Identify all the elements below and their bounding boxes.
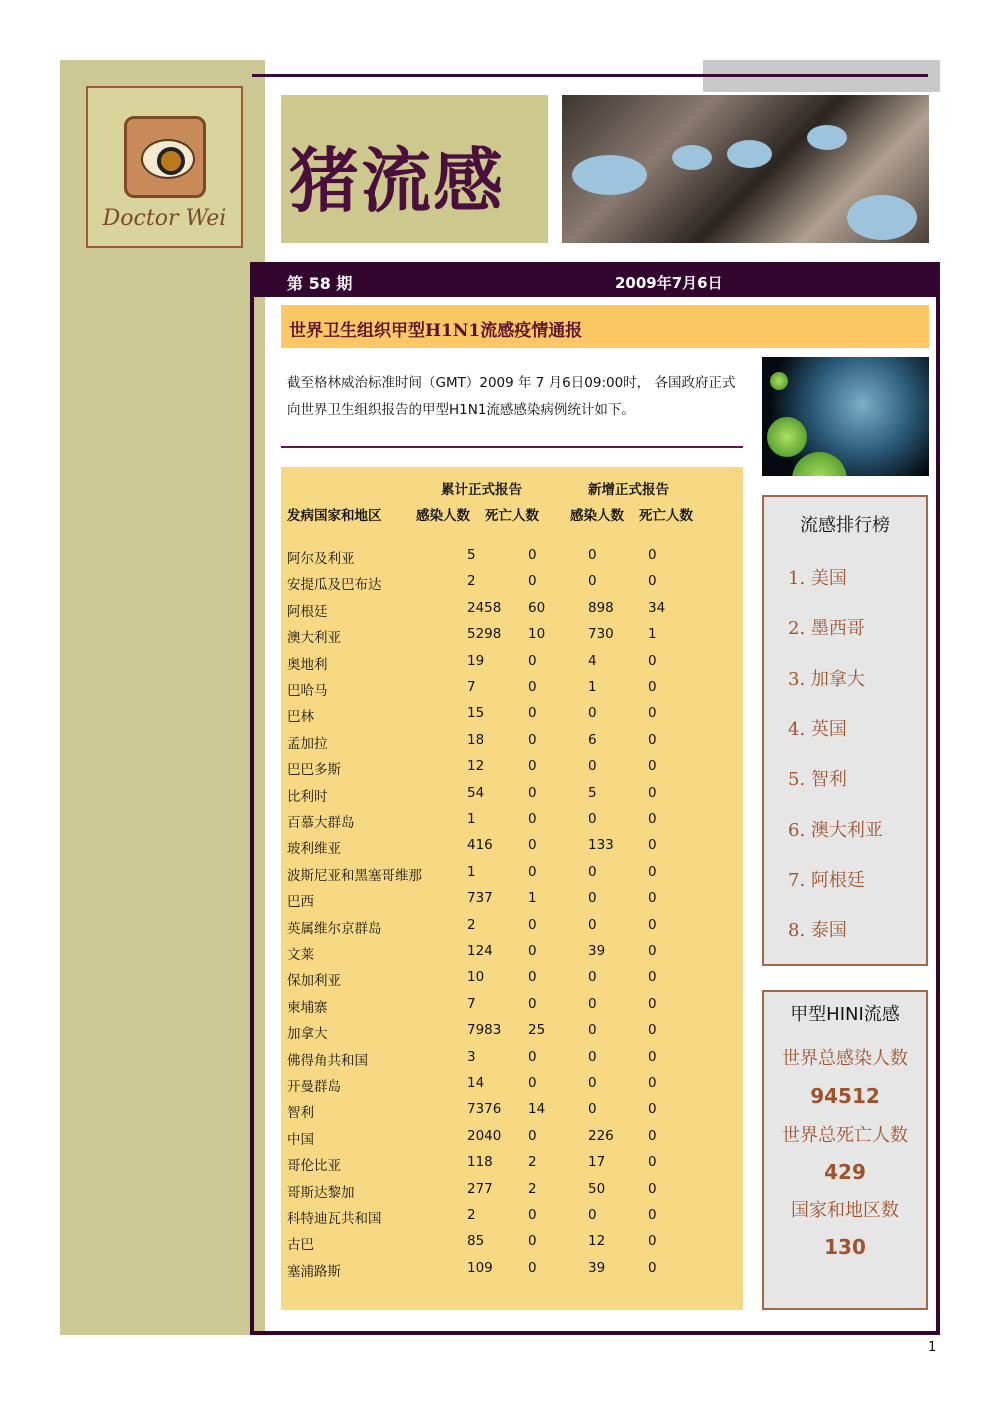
table-cell: 109 <box>467 1259 493 1276</box>
table-cell: 0 <box>528 573 537 590</box>
country-name: 巴西 <box>287 894 314 911</box>
country-name: 中国 <box>287 1131 314 1148</box>
table-cell: 0 <box>588 1022 597 1039</box>
table-cell: 85 <box>467 1233 485 1250</box>
table-cell: 0 <box>648 1207 657 1223</box>
issue-number: 第 58 期 <box>287 274 353 293</box>
table-cell: 0 <box>588 916 597 933</box>
country-name: 巴哈马 <box>287 683 328 699</box>
column-header: 感染人数 <box>570 508 624 524</box>
article-heading: 世界卫生组织甲型H1N1流感疫情通报 <box>289 321 583 341</box>
table-cell: 0 <box>528 652 537 669</box>
table-cell: 6 <box>588 731 597 748</box>
table-cell: 34 <box>648 599 666 616</box>
table-cell: 3 <box>467 1048 476 1065</box>
country-name: 阿根廷 <box>287 603 328 620</box>
country-name: 英属维尔京群岛 <box>287 920 382 937</box>
table-cell: 14 <box>467 1075 485 1091</box>
table-cell: 0 <box>648 1101 657 1118</box>
table-cell: 5 <box>467 547 476 563</box>
table-cell: 39 <box>588 1259 606 1276</box>
country-name: 百慕大群岛 <box>287 815 355 831</box>
table-cell: 1 <box>588 679 597 695</box>
table-cell: 0 <box>648 943 657 959</box>
table-cell: 0 <box>648 1048 657 1065</box>
table-cell: 0 <box>648 1259 657 1276</box>
ranking-title: 流感排行榜 <box>800 515 890 536</box>
table-cell: 0 <box>528 705 537 722</box>
doctor-wei-logo <box>86 86 243 248</box>
top-rule <box>252 74 928 77</box>
table-cell: 0 <box>528 916 537 933</box>
country-name: 阿尔及利亚 <box>287 551 355 567</box>
ranking-box <box>762 495 928 966</box>
country-name: 塞浦路斯 <box>287 1263 341 1280</box>
ranking-item: 8. 泰国 <box>788 920 847 942</box>
table-cell: 0 <box>528 995 537 1012</box>
page-number: 1 <box>928 1340 937 1355</box>
table-cell: 0 <box>528 863 537 880</box>
deaths-value: 429 <box>824 1160 866 1184</box>
table-cell: 1 <box>528 890 537 907</box>
table-cell: 0 <box>648 731 657 748</box>
country-name: 科特迪瓦共和国 <box>287 1211 382 1227</box>
table-cell: 0 <box>648 1075 657 1091</box>
country-name: 开曼群岛 <box>287 1079 341 1095</box>
table-cell: 0 <box>588 547 597 563</box>
table-cell: 10 <box>528 626 546 643</box>
table-cell: 54 <box>467 784 485 801</box>
ranking-item: 1. 美国 <box>788 568 847 589</box>
country-name: 比利时 <box>287 788 328 805</box>
table-cell: 39 <box>588 943 606 959</box>
left-sidebar <box>60 60 265 1335</box>
table-cell: 0 <box>588 811 597 827</box>
country-name: 安提瓜及巴布达 <box>287 577 382 594</box>
table-cell: 18 <box>467 731 485 748</box>
table-cell: 60 <box>528 599 546 616</box>
table-cell: 0 <box>528 547 537 563</box>
table-cell: 0 <box>648 705 657 722</box>
table-cell: 0 <box>648 573 657 590</box>
country-name: 澳大利亚 <box>287 630 341 647</box>
ranking-item: 3. 加拿大 <box>788 668 865 690</box>
table-cell: 15 <box>467 705 485 722</box>
table-cell: 0 <box>648 1180 657 1197</box>
table-cell: 0 <box>648 784 657 801</box>
table-cell: 898 <box>588 599 614 616</box>
table-cell: 0 <box>528 758 537 775</box>
country-name: 玻利维亚 <box>287 841 341 858</box>
table-cell: 2 <box>467 916 476 933</box>
ranking-item: 5. 智利 <box>788 769 847 791</box>
table-cell: 0 <box>648 837 657 854</box>
crowd-masks-photo <box>562 95 929 243</box>
table-cell: 1 <box>467 863 476 880</box>
table-cell: 0 <box>588 890 597 907</box>
table-cell: 0 <box>528 1233 537 1250</box>
table-cell: 0 <box>528 731 537 748</box>
divider <box>281 446 743 448</box>
deaths-label: 世界总死亡人数 <box>782 1125 908 1146</box>
table-cell: 124 <box>467 943 493 959</box>
page-title: 猪流感 <box>289 140 505 222</box>
table-cell: 0 <box>528 1048 537 1065</box>
table-cell: 4 <box>588 652 597 669</box>
table-cell: 0 <box>648 995 657 1012</box>
table-cell: 0 <box>528 837 537 854</box>
column-header: 发病国家和地区 <box>287 508 382 524</box>
table-cell: 1 <box>467 811 476 827</box>
table-cell: 0 <box>648 1233 657 1250</box>
issue-bar <box>250 262 940 297</box>
table-cell: 2458 <box>467 599 502 616</box>
column-header: 感染人数 <box>416 508 470 524</box>
table-cell: 14 <box>528 1101 546 1118</box>
table-cell: 0 <box>528 1127 537 1144</box>
table-cell: 2 <box>467 1207 476 1223</box>
article-heading-band <box>281 305 929 348</box>
table-cell: 416 <box>467 837 493 854</box>
table-cell: 730 <box>588 626 614 643</box>
country-name: 佛得角共和国 <box>287 1052 368 1069</box>
stats-title: 甲型HINI流感 <box>790 1004 900 1025</box>
table-cell: 0 <box>648 811 657 827</box>
country-name: 哥伦比亚 <box>287 1158 341 1175</box>
table-cell: 0 <box>588 1207 597 1223</box>
countries-value: 130 <box>824 1235 866 1259</box>
eye-icon <box>124 116 206 198</box>
table-cell: 0 <box>588 1048 597 1065</box>
country-name: 哥斯达黎加 <box>287 1184 355 1201</box>
table-cell: 0 <box>648 890 657 907</box>
table-cell: 5298 <box>467 626 502 643</box>
column-header: 死亡人数 <box>639 508 693 524</box>
table-cell: 0 <box>648 1022 657 1039</box>
country-name: 加拿大 <box>287 1026 328 1043</box>
table-cell: 0 <box>528 943 537 959</box>
table-cell: 7 <box>467 679 476 695</box>
table-cell: 10 <box>467 969 485 986</box>
infected-label: 世界总感染人数 <box>782 1048 908 1069</box>
table-cell: 0 <box>588 758 597 775</box>
infected-value: 94512 <box>810 1084 880 1108</box>
ranking-item: 4. 英国 <box>788 718 847 740</box>
ranking-item: 2. 墨西哥 <box>788 618 865 640</box>
table-cell: 7376 <box>467 1101 502 1118</box>
table-cell: 0 <box>588 705 597 722</box>
table-cell: 0 <box>648 547 657 563</box>
country-name: 巴巴多斯 <box>287 762 341 779</box>
table-cell: 0 <box>528 811 537 827</box>
table-cell: 0 <box>648 863 657 880</box>
table-cell: 0 <box>648 916 657 933</box>
table-cell: 0 <box>528 784 537 801</box>
ranking-item: 6. 澳大利亚 <box>788 819 883 841</box>
intro-text: 截至格林威治标准时间（GMT）2009 年 7 月6日09:00时， 各国政府正式向世界卫生组织报告的甲型H1N1流感感染病例统计如下。 <box>287 375 736 418</box>
table-cell: 0 <box>588 573 597 590</box>
logo-brand: Doctor Wei <box>102 206 227 231</box>
table-cell: 2 <box>467 573 476 590</box>
stats-box <box>762 990 928 1310</box>
table-cell: 277 <box>467 1180 493 1197</box>
table-cell: 5 <box>588 784 597 801</box>
table-cell: 118 <box>467 1154 493 1171</box>
table-cell: 19 <box>467 652 485 669</box>
column-header: 死亡人数 <box>485 508 539 524</box>
group-header-cumulative: 累计正式报告 <box>441 482 522 498</box>
country-name: 孟加拉 <box>287 735 328 752</box>
table-cell: 0 <box>528 679 537 695</box>
table-cell: 7983 <box>467 1022 502 1039</box>
country-name: 文莱 <box>287 947 314 963</box>
country-name: 古巴 <box>287 1237 314 1254</box>
table-cell: 0 <box>528 1207 537 1223</box>
table-cell: 133 <box>588 837 614 854</box>
table-cell: 0 <box>588 1075 597 1091</box>
table-cell: 0 <box>648 652 657 669</box>
country-name: 巴林 <box>287 709 314 726</box>
table-cell: 17 <box>588 1154 606 1171</box>
ranking-item: 7. 阿根廷 <box>788 869 865 891</box>
table-cell: 0 <box>648 1127 657 1144</box>
group-header-new: 新增正式报告 <box>588 482 669 498</box>
table-cell: 50 <box>588 1180 606 1197</box>
issue-date: 2009年7月6日 <box>615 274 723 292</box>
table-cell: 0 <box>588 1101 597 1118</box>
table-cell: 2040 <box>467 1127 502 1144</box>
table-cell: 7 <box>467 995 476 1012</box>
table-cell: 0 <box>648 758 657 775</box>
table-cell: 0 <box>648 969 657 986</box>
country-name: 波斯尼亚和黑塞哥维那 <box>287 867 422 884</box>
country-name: 奥地利 <box>287 656 328 673</box>
table-cell: 0 <box>528 1259 537 1276</box>
table-cell: 12 <box>588 1233 606 1250</box>
table-cell: 0 <box>648 679 657 695</box>
table-cell: 0 <box>588 863 597 880</box>
table-cell: 0 <box>528 969 537 986</box>
table-cell: 0 <box>588 969 597 986</box>
title-box <box>281 95 548 243</box>
table-cell: 737 <box>467 890 493 907</box>
table-cell: 1 <box>648 626 657 643</box>
table-cell: 2 <box>528 1154 537 1171</box>
table-cell: 0 <box>528 1075 537 1091</box>
table-cell: 2 <box>528 1180 537 1197</box>
table-cell: 0 <box>648 1154 657 1171</box>
table-cell: 25 <box>528 1022 546 1039</box>
countries-label: 国家和地区数 <box>791 1200 899 1221</box>
virus-illustration <box>762 357 929 476</box>
table-cell: 12 <box>467 758 485 775</box>
case-table <box>281 467 743 1310</box>
country-name: 柬埔寨 <box>287 999 328 1016</box>
country-name: 保加利亚 <box>287 973 341 990</box>
table-cell: 0 <box>588 995 597 1012</box>
table-cell: 226 <box>588 1127 614 1144</box>
country-name: 智利 <box>287 1105 314 1122</box>
